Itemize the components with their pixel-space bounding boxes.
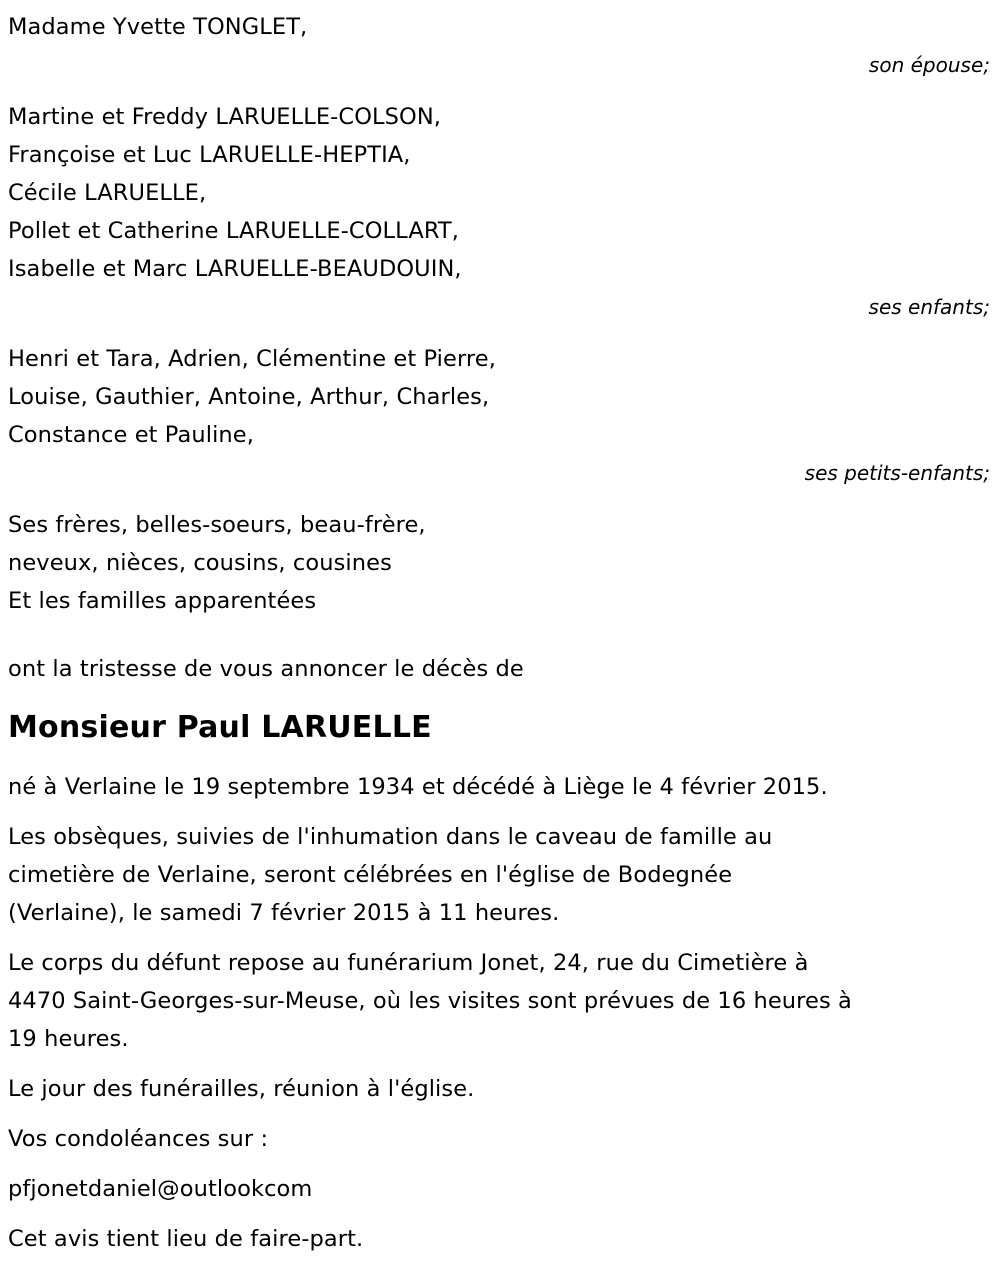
spouse-block [8, 8, 992, 84]
spacer [8, 1208, 992, 1220]
children-block [8, 98, 992, 326]
children-relation-row [8, 288, 992, 326]
deceased-name-heading: Monsieur Paul LARUELLE [8, 710, 432, 745]
spacer [8, 492, 992, 506]
funeral-ceremony-paragraph [8, 818, 992, 932]
funeral-gathering-line: Le jour des funérailles, réunion à l'église. [8, 1076, 475, 1102]
birth-death-line: né à Verlaine le 19 septembre 1934 et décédé à Liège le 4 février 2015. [8, 774, 828, 800]
repose-line: Le corps du défunt repose au funérarium Jonet, 24, rue du Cimetière à [8, 950, 809, 976]
funeral-repose-paragraph [8, 944, 992, 1058]
spouse-relation-row [8, 46, 992, 84]
child-line: Cécile LARUELLE, [8, 180, 207, 206]
spouse-name: Madame Yvette TONGLET, [8, 14, 308, 40]
grandchildren-relation-row [8, 454, 992, 492]
child-line: Martine et Freddy LARUELLE-COLSON, [8, 104, 442, 130]
condolences-label: Vos condoléances sur : [8, 1126, 269, 1152]
repose-line: 4470 Saint-Georges-sur-Meuse, où les visites sont prévues de 16 heures à [8, 988, 852, 1014]
spacer [8, 748, 992, 768]
spacer [8, 1158, 992, 1170]
relatives-line: Et les familles apparentées [8, 588, 317, 614]
child-line: Pollet et Catherine LARUELLE-COLLART, [8, 218, 460, 244]
grandchild-line: Louise, Gauthier, Antoine, Arthur, Charles, [8, 384, 490, 410]
faire-part-notice: Cet avis tient lieu de faire-part. [8, 1226, 364, 1252]
grandchildren-block [8, 340, 992, 492]
grandchild-line: Henri et Tara, Adrien, Clémentine et Pierre, [8, 346, 496, 372]
child-line: Françoise et Luc LARUELLE-HEPTIA, [8, 142, 411, 168]
spacer [8, 806, 992, 818]
grandchildren-relation-label: ses petits-enfants; [804, 461, 990, 485]
spacer [8, 620, 992, 650]
spacer [8, 84, 992, 98]
child-line: Isabelle et Marc LARUELLE-BEAUDOUIN, [8, 256, 462, 282]
ceremony-line: Les obsèques, suivies de l'inhumation dans le caveau de famille au [8, 824, 773, 850]
relatives-block [8, 506, 992, 620]
spacer [8, 1058, 992, 1070]
relatives-line: neveux, nièces, cousins, cousines [8, 550, 392, 576]
announcement-intro: ont la tristesse de vous annoncer le décès de [8, 656, 524, 682]
relatives-line: Ses frères, belles-soeurs, beau-frère, [8, 512, 426, 538]
grandchild-line: Constance et Pauline, [8, 422, 254, 448]
spacer [8, 326, 992, 340]
spacer [8, 932, 992, 944]
condolences-email[interactable]: pfjonetdaniel@outlookcom [8, 1176, 313, 1202]
repose-line: 19 heures. [8, 1026, 129, 1052]
ceremony-line: (Verlaine), le samedi 7 février 2015 à 11 heures. [8, 900, 560, 926]
spacer [8, 688, 992, 708]
ceremony-line: cimetière de Verlaine, seront célébrées en l'église de Bodegnée [8, 862, 733, 888]
children-relation-label: ses enfants; [868, 295, 990, 319]
spacer [8, 1108, 992, 1120]
spouse-relation-label: son épouse; [868, 53, 990, 77]
